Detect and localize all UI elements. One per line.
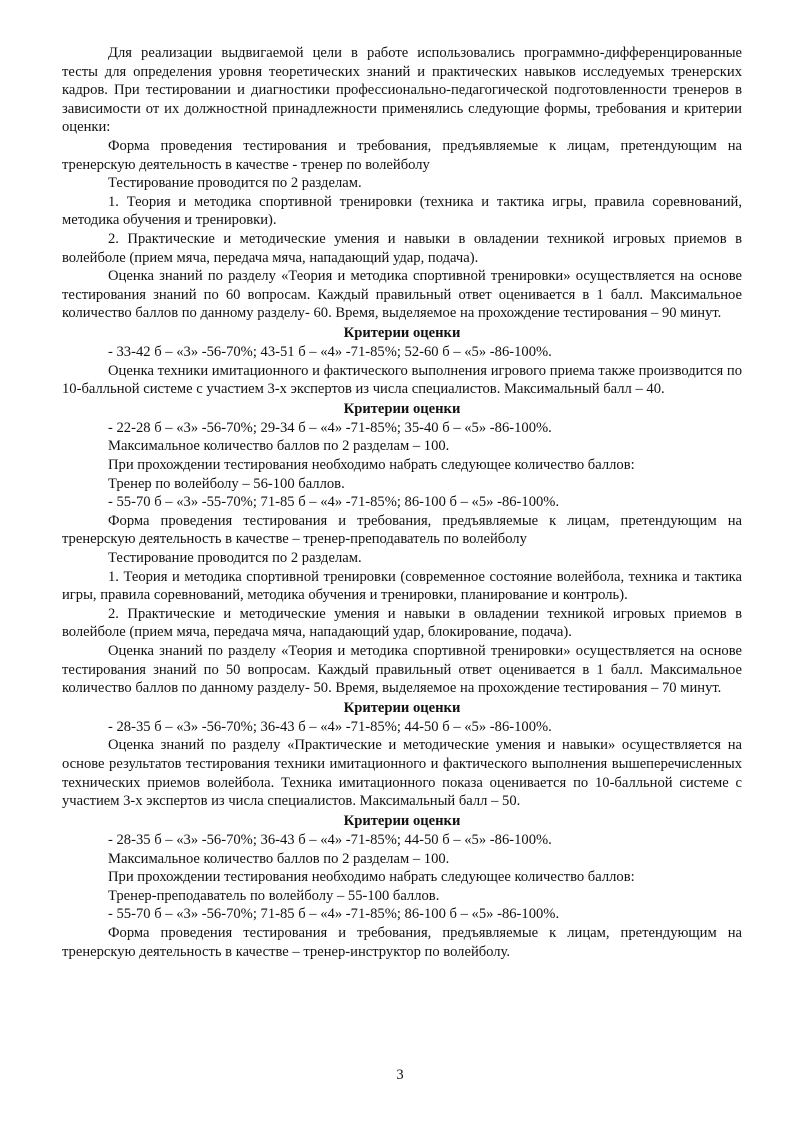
paragraph: - 55-70 б – «3» -56-70%; 71-85 б – «4» -71-85%; 86-100 б – «5» -86-100%.	[108, 906, 560, 923]
paragraph: Оценка знаний по разделу «Практические и методические умения и навыки» осуществляется на основе результатов тестирования техники имитационного и фактического выполнения вышеперечисленных технических приемов волейбола. Техника имитационного показа оценивается по 10-балльной системе с участием 3-х экспертов из числа специалистов. Максимальный балл – 50.	[62, 737, 742, 810]
section-heading: Критерии оценки	[343, 700, 461, 717]
paragraph: - 22-28 б – «3» -56-70%; 29-34 б – «4» -71-85%; 35-40 б – «5» -86-100%.	[108, 419, 552, 436]
paragraph: 2. Практические и методические умения и навыки в овладении техникой игровых приемов в волейболе (прием мяча, передача мяча, нападающий удар, блокирование, подача).	[62, 605, 742, 641]
paragraph: Оценка техники имитационного и фактического выполнения игрового приема также производится по 10-балльной системе с участием 3-х экспертов из числа специалистов. Максимальный балл – 40.	[62, 362, 742, 398]
paragraph: Тренер-преподаватель по волейболу – 55-100 баллов.	[108, 887, 440, 904]
section-heading: Критерии оценки	[343, 325, 461, 342]
paragraph: Для реализации выдвигаемой цели в работе использовались программно-дифференцированные тесты для определения уровня теоретических знаний и практических навыков исследуемых тренерских кадров. При тестировании и диагностики профессионально-педагогической подготовленности тренеров в зависимости от их должностной принадлежности применялись следующие формы, требования и критерии оценки:	[62, 45, 742, 136]
paragraph: Тестирование проводится по 2 разделам.	[108, 175, 362, 192]
paragraph: Форма проведения тестирования и требования, предъявляемые к лицам, претендующим на тренерскую деятельность в качестве – тренер-инструктор по волейболу.	[62, 924, 742, 960]
section-heading: Критерии оценки	[343, 401, 461, 418]
paragraph: Тренер по волейболу – 56-100 баллов.	[108, 475, 345, 492]
section-heading: Критерии оценки	[343, 813, 461, 830]
paragraph: При прохождении тестирования необходимо набрать следующее количество баллов:	[108, 869, 635, 886]
paragraph: Форма проведения тестирования и требования, предъявляемые к лицам, претендующим на тренерскую деятельность в качестве - тренер по волейболу	[62, 137, 742, 173]
page-number: 3	[396, 1067, 404, 1083]
paragraph: 2. Практические и методические умения и навыки в овладении техникой игровых приемов в волейболе (прием мяча, передача мяча, нападающий удар, подача).	[62, 230, 742, 266]
paragraph: - 28-35 б – «3» -56-70%; 36-43 б – «4» -71-85%; 44-50 б – «5» -86-100%.	[108, 831, 552, 848]
paragraph: Максимальное количество баллов по 2 разделам – 100.	[108, 438, 450, 455]
paragraph: Оценка знаний по разделу «Теория и методика спортивной тренировки» осуществляется на основе тестирования знаний по 50 вопросам. Каждый правильный ответ оценивается в 1 балл. Максимальное количество баллов по данному разделу- 50. Время, выделяемое на прохождение тестирования – 70 минут.	[62, 643, 742, 697]
paragraph: Максимальное количество баллов по 2 разделам – 100.	[108, 850, 450, 867]
paragraph: Тестирование проводится по 2 разделам.	[108, 550, 362, 567]
paragraph: - 55-70 б – «3» -55-70%; 71-85 б – «4» -71-85%; 86-100 б – «5» -86-100%.	[108, 494, 560, 511]
paragraph: 1. Теория и методика спортивной тренировки (современное состояние волейбола, техника и тактика игры, правила соревнований, методика обучения и тренировки, планирование и контроль).	[62, 568, 742, 604]
paragraph: При прохождении тестирования необходимо набрать следующее количество баллов:	[108, 457, 635, 474]
paragraph: 1. Теория и методика спортивной тренировки (техника и тактика игры, правила соревнований, методика обучения и тренировки).	[62, 193, 742, 229]
paragraph: Форма проведения тестирования и требования, предъявляемые к лицам, претендующим на тренерскую деятельность в качестве – тренер-преподаватель по волейболу	[62, 512, 742, 548]
paragraph: - 33-42 б – «3» -56-70%; 43-51 б – «4» -71-85%; 52-60 б – «5» -86-100%.	[108, 344, 552, 360]
document-body	[62, 44, 742, 961]
paragraph: - 28-35 б – «3» -56-70%; 36-43 б – «4» -71-85%; 44-50 б – «5» -86-100%.	[108, 718, 552, 735]
paragraph: Оценка знаний по разделу «Теория и методика спортивной тренировки» осуществляется на основе тестирования знаний по 60 вопросам. Каждый правильный ответ оценивается в 1 балл. Максимальное количество баллов по данному разделу- 60. Время, выделяемое на прохождение тестирования – 90 минут.	[62, 268, 742, 322]
